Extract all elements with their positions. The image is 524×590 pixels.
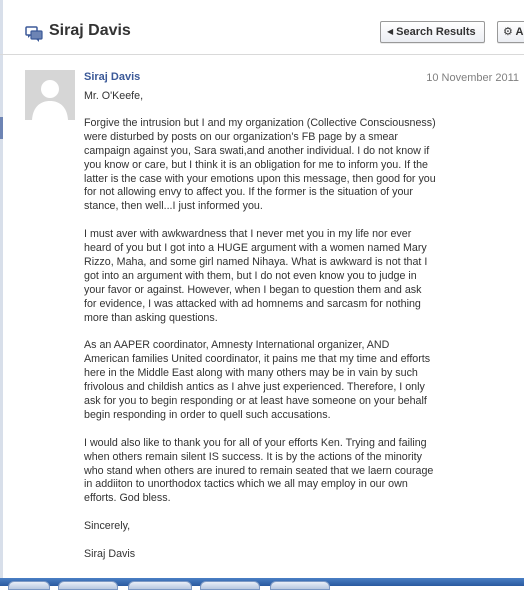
default-avatar-icon [25, 70, 75, 120]
avatar[interactable] [25, 70, 75, 120]
paragraph-4: I would also like to thank you for all of your efforts Ken. Trying and failing when others remain silent IS success. It is by the actions of the minority who stand when others are inured to remain seated that we laern courage in addiiton to unorthodox tactics which we all may employ in our own efforts. God bless. [84, 436, 434, 505]
closing: Sincerely, [84, 520, 131, 533]
paragraph-1: Forgive the intrusion but I and my organization (Collective Consciousness) were disturbed by posts on our organization's FB page by a smear campaign against you, Sara swati,and another individual. I do not know if you know or care, but I think it is an obligation for me to inform you. If the latter is the case with your emotions upon this message, then good for you for not allowing envy to affect you. If the former is the situation of your stance, then well...I just informed you. [84, 116, 436, 213]
paragraph-3: As an AAPER coordinator, Amnesty International organizer, AND American families United coordinator, it pains me that my time and efforts here in the Middle East along with many others may be in vain by such frivolous and childish antics as I ahve just experienced. Therefore, I only ask for you to begin responding or at least have someone on your behalf begin responding in order to quell such accusations. [84, 339, 431, 421]
window-edge-highlight [0, 117, 3, 139]
signature: Siraj Davis [84, 547, 136, 560]
greeting: Mr. O'Keefe, [84, 90, 144, 102]
gear-icon: ⚙ [503, 26, 513, 38]
conversation-title: Siraj Davis [49, 22, 131, 39]
back-arrow-icon: ◀ [387, 27, 394, 36]
search-results-button[interactable] [380, 21, 485, 43]
actions-button[interactable] [497, 21, 524, 43]
window-edge [0, 0, 3, 586]
message-date: 10 November 2011 [426, 72, 519, 84]
paragraph-2: I must aver with awkwardness that I never met you in my life nor ever heard of you but I got into a HUGE argument with a women named Mary Rizzo, Maha, and some girl named Nihaya. What is awkward is not that I got into an argument with them, but I do not even know you to judge in your favor or against. However, when I began to question them and ask for evidence, I was attacked with ad homnems and sarcasm for nothing more than asking questions. [84, 228, 428, 324]
actions-button-label: A [515, 26, 524, 38]
search-results-label: Search Results [396, 26, 476, 38]
message-body [84, 90, 436, 576]
messages-icon [25, 25, 43, 43]
sender-name[interactable]: Siraj Davis [84, 71, 141, 83]
message-header [0, 0, 524, 55]
